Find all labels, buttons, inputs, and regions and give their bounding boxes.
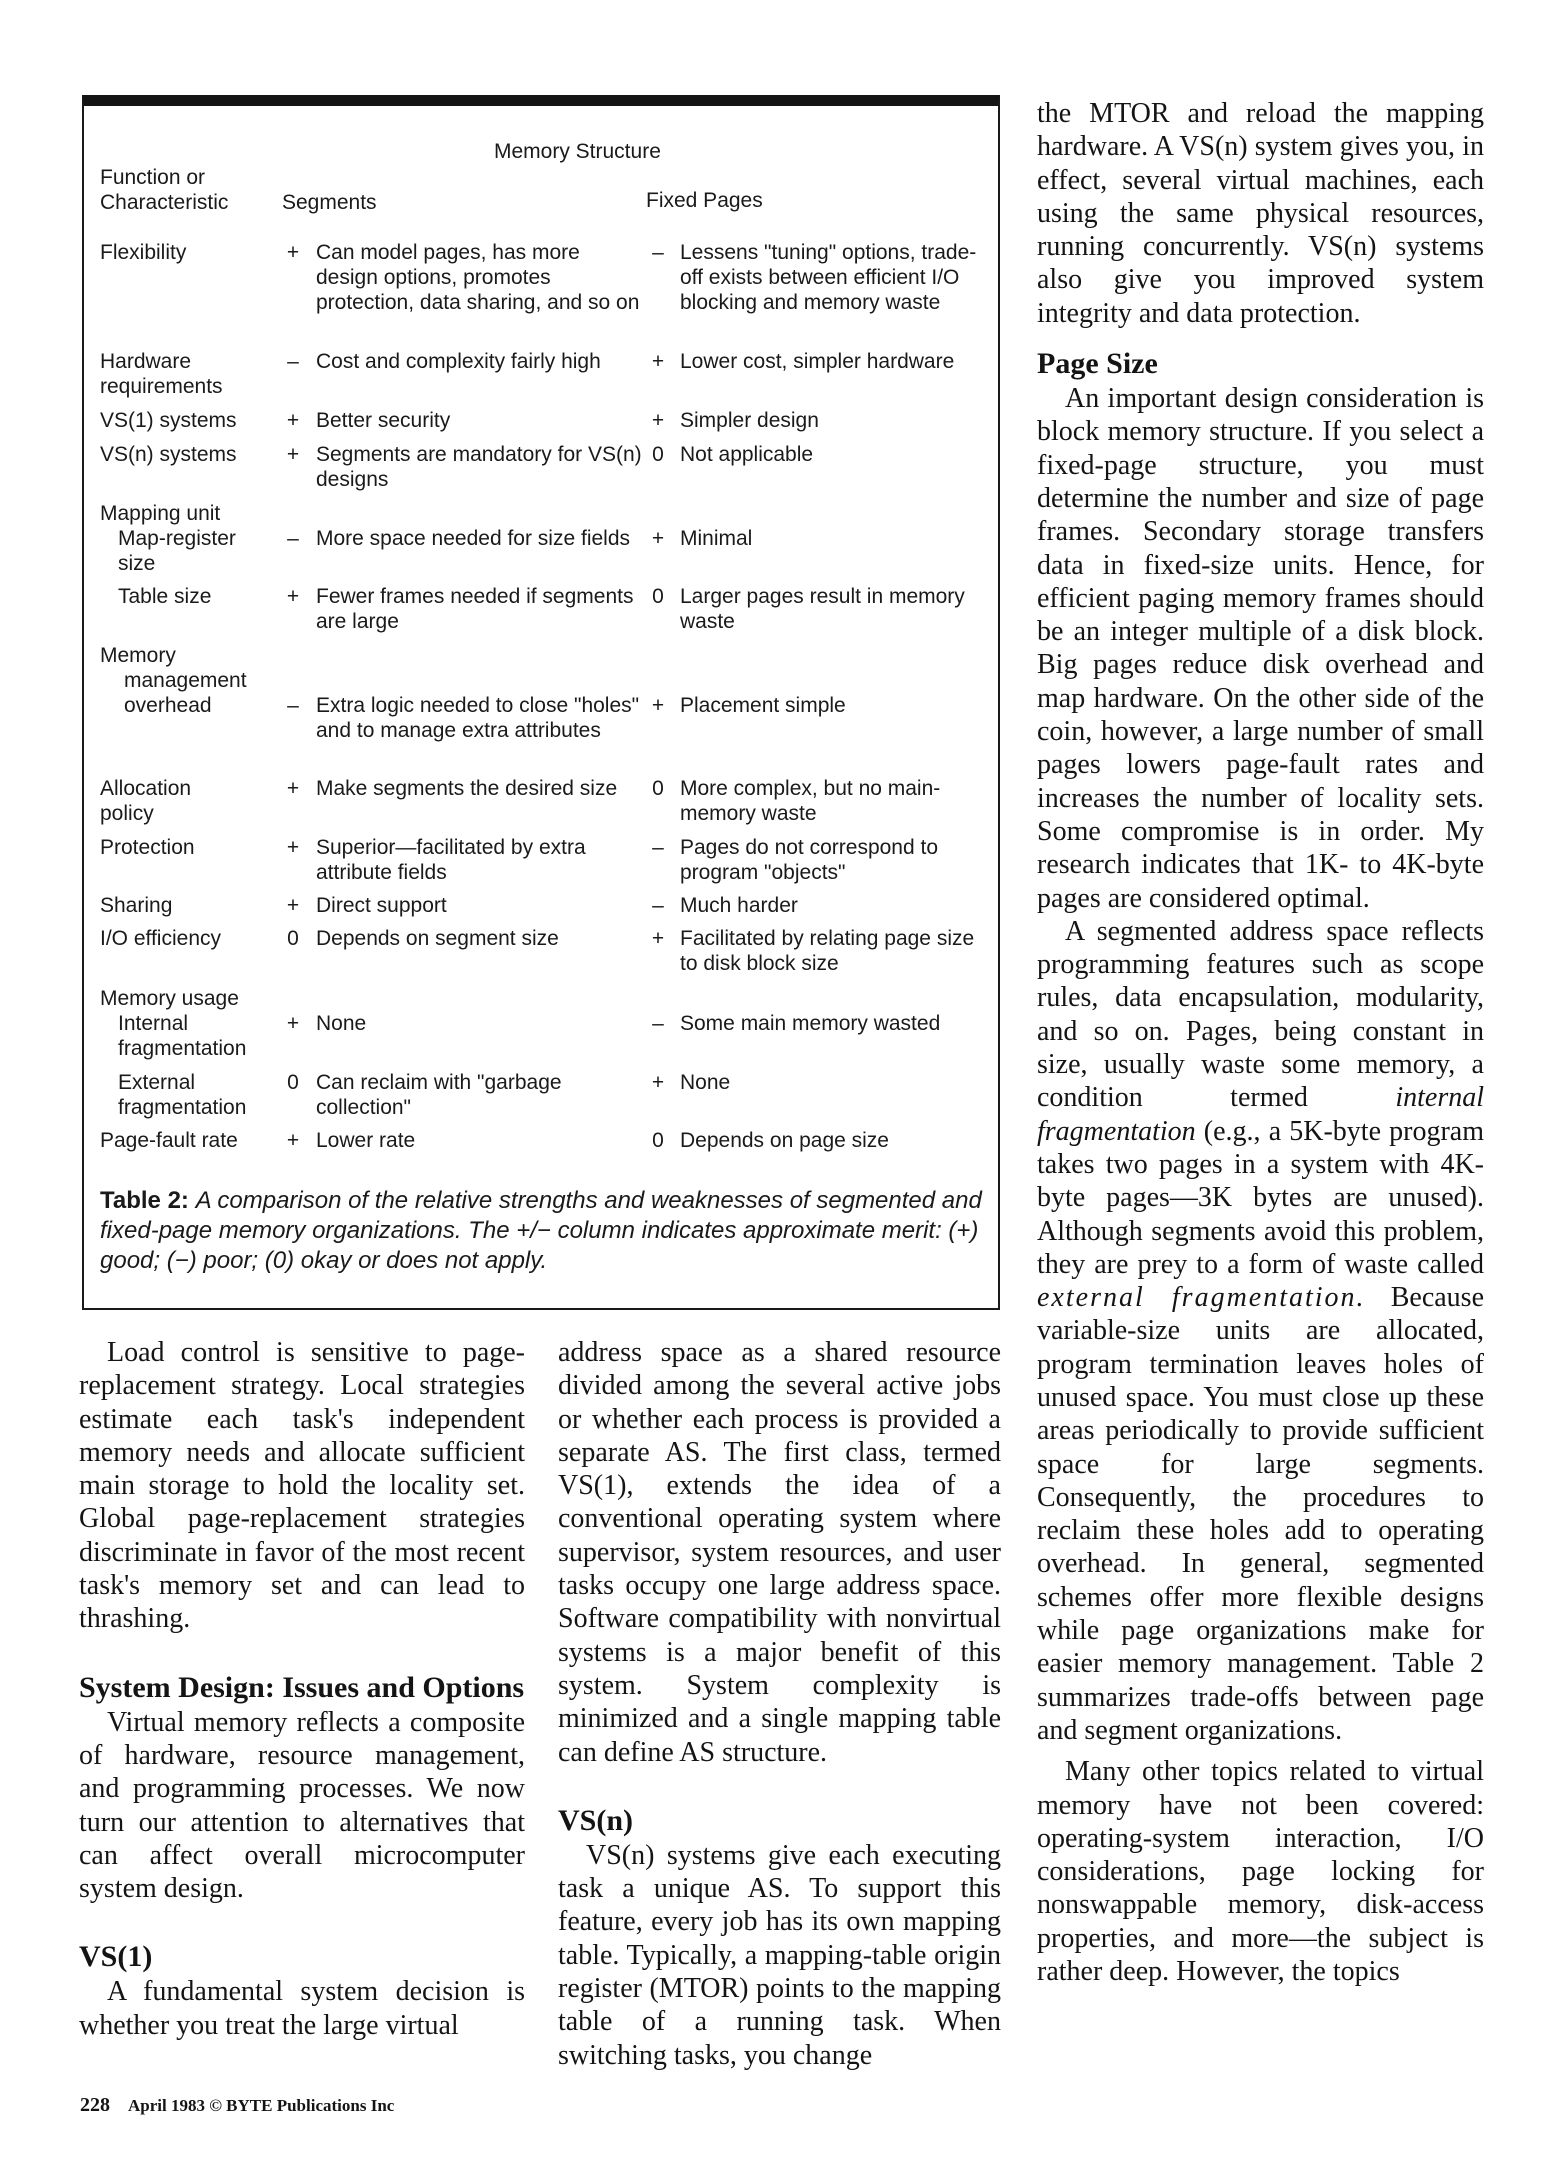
fixed-pages-cell: Simpler design	[680, 409, 819, 432]
fixed-pages-cell: Some main memory wasted	[680, 1012, 941, 1035]
table-header-fixed-pages: Fixed Pages	[646, 189, 763, 212]
table-caption	[100, 1186, 986, 1276]
page-footer	[80, 2094, 394, 2117]
fixed-pages-merit: +	[651, 1071, 665, 1094]
function-cell: Sharing	[100, 894, 173, 917]
heading-vsn: VS(n)	[558, 1803, 634, 1837]
segments-merit: +	[286, 777, 300, 800]
fixed-pages-merit: 0	[652, 1129, 664, 1152]
table-header-segments: Segments	[282, 191, 377, 214]
table-header-memory-structure: Memory Structure	[494, 140, 661, 163]
segments-merit: 0	[287, 1071, 299, 1094]
fixed-pages-cell: Not applicable	[680, 443, 814, 466]
segments-merit: +	[286, 409, 300, 432]
function-cell: VS(n) systems	[100, 443, 237, 466]
paragraph: An important design consideration is block memory structure. If you select a fixed-page structure, you must determine the number and size of page frames. Secondary storage transfers data in fixed-size units. Hence, for efficient paging memory frames should be an integer multiple of a disk block. Big pages reduce disk overhead and map hardware. On the other side of the coin, however, a large number of small pages lowers page-fault rates and increases the number of locality sets. Some compromise is in order. My research indicates that 1K- to 4K-byte pages are considered optimal.	[1037, 383, 1484, 914]
function-cell: VS(1) systems	[100, 409, 237, 432]
caption-label: Table 2:	[100, 1187, 189, 1214]
fixed-pages-merit: +	[651, 927, 665, 950]
fixed-pages-merit: 0	[652, 585, 664, 608]
segments-merit: –	[287, 694, 299, 717]
segments-merit: +	[286, 894, 300, 917]
function-cell: Map-register size	[118, 527, 236, 575]
fixed-pages-cell: Facilitated by relating page size to disk block size	[680, 927, 975, 975]
segments-cell: Segments are mandatory for VS(n) designs	[316, 443, 642, 491]
fixed-pages-cell: Much harder	[680, 894, 798, 917]
segments-cell: Fewer frames needed if segments are large	[316, 585, 634, 633]
segments-cell: Superior—facilitated by extra attribute fields	[316, 836, 586, 884]
fixed-pages-merit: –	[652, 241, 664, 264]
fixed-pages-merit: –	[652, 1012, 664, 1035]
function-cell: Page-fault rate	[100, 1129, 238, 1152]
function-cell: Internal fragmentation	[118, 1012, 247, 1060]
function-cell: Protection	[100, 836, 195, 859]
segments-merit: +	[286, 241, 300, 264]
heading-page-size: Page Size	[1037, 347, 1158, 381]
fixed-pages-merit: 0	[652, 777, 664, 800]
segments-merit: +	[286, 836, 300, 859]
paragraph: Virtual memory reflects a composite of hardware, resource management, and programming processes. We now turn our attention to alternatives that can affect overall microcomputer system design.	[79, 1706, 525, 1905]
function-cell: I/O efficiency	[100, 927, 221, 950]
paragraph: A fundamental system decision is whether you treat the large virtual	[79, 1976, 525, 2041]
fixed-pages-cell: Lessens "tuning" options, trade-off exists between efficient I/O blocking and memory waste	[680, 241, 977, 314]
function-cell: Memory usage	[100, 987, 239, 1010]
fixed-pages-cell: More complex, but no main-memory waste	[680, 777, 941, 825]
heading-vs1: VS(1)	[79, 1940, 153, 1974]
function-cell: Allocation policy	[100, 777, 192, 825]
segments-cell: Depends on segment size	[316, 927, 559, 950]
fixed-pages-cell: Lower cost, simpler hardware	[680, 350, 955, 373]
fixed-pages-cell: Minimal	[680, 527, 753, 550]
table-header-function-line2: Characteristic	[100, 191, 229, 214]
function-cell: management overhead	[124, 669, 247, 717]
function-cell: Memory	[100, 644, 176, 667]
paragraph: Load control is sensitive to page-replacement strategy. Local strategies estimate each task's independent memory needs and allocate sufficient main storage to hold the locality set. Global page-replacement strategies discriminate in favor of the most recent task's memory set and can lead to thrashing.	[79, 1337, 525, 1635]
segments-cell: Direct support	[316, 894, 447, 917]
fixed-pages-cell: Depends on page size	[680, 1129, 889, 1152]
segments-cell: None	[316, 1012, 367, 1035]
fixed-pages-cell: None	[680, 1071, 731, 1094]
segments-cell: More space needed for size fields	[316, 527, 631, 550]
paragraph: the MTOR and reload the mapping hardware. A VS(n) system gives you, in effect, several virtual machines, each using the same physical resources, running concurrently. VS(n) systems also give you improved system integrity and data protection.	[1037, 98, 1484, 329]
fixed-pages-merit: –	[652, 836, 664, 859]
fixed-pages-cell: Pages do not correspond to program "objects"	[680, 836, 939, 884]
page-number: 228	[80, 2094, 110, 2116]
fixed-pages-merit: –	[652, 894, 664, 917]
segments-cell: Lower rate	[316, 1129, 416, 1152]
fixed-pages-merit: +	[651, 409, 665, 432]
fixed-pages-merit: +	[651, 694, 665, 717]
segments-cell: Cost and complexity fairly high	[316, 350, 601, 373]
segments-merit: 0	[287, 927, 299, 950]
segments-merit: +	[286, 1129, 300, 1152]
paragraph: address space as a shared resource divided among the several active jobs or whether each process is provided a separate AS. The first class, termed VS(1), extends the idea of a conventional operating system where supervisor, system resources, and user tasks occupy one large address space. Software compatibility with nonvirtual systems is a major benefit of this system. System complexity is minimized and a single mapping table can define AS structure.	[558, 1337, 1001, 1768]
middle-column	[558, 1336, 1001, 2072]
fixed-pages-cell: Larger pages result in memory waste	[680, 585, 965, 633]
segments-cell: Can model pages, has more design options, promotes protection, data sharing, and so on	[316, 241, 640, 314]
function-cell: Table size	[118, 585, 212, 608]
paragraph: VS(n) systems give each executing task a unique AS. To support this feature, every job has its own mapping table. Typically, a mapping-table origin register (MTOR) points to the mapping table of a running task. When switching tasks, you change	[558, 1839, 1001, 2071]
function-cell: Flexibility	[100, 241, 187, 264]
segments-cell: Make segments the desired size	[316, 777, 618, 800]
footer-credit: April 1983 © BYTE Publications Inc	[128, 2096, 395, 2115]
fixed-pages-merit: +	[651, 350, 665, 373]
segments-merit: +	[286, 585, 300, 608]
segments-merit: –	[287, 350, 299, 373]
paragraph: Many other topics related to virtual memory have not been covered: operating-system interaction, I/O considerations, page locking for nonswappable memory, disk-access properties, and more—the subject is rather deep. However, the topics	[1037, 1756, 1484, 1988]
fixed-pages-cell: Placement simple	[680, 694, 846, 717]
paragraph-text: Because variable-size units are allocated, program termination leaves holes of unused space. You must close up these areas periodically to provide sufficient space for large segments. Consequently, the procedures to reclaim these holes add to operating overhead. In general, segmented schemes offer more flexible designs while page organizations make for easier memory management. Table 2 summarizes trade-offs between page and segment organizations.	[1037, 1282, 1484, 1746]
term-external-fragmentation: external fragmentation.	[1037, 1282, 1366, 1314]
segments-merit: –	[287, 527, 299, 550]
segments-cell: Can reclaim with "garbage collection"	[316, 1071, 562, 1119]
fixed-pages-merit: 0	[652, 443, 664, 466]
table-2-box	[82, 95, 1000, 1310]
right-column	[1037, 97, 1484, 1988]
paragraph-text: (e.g., a 5K-byte program takes two pages in a system with 4K-byte pages—3K bytes are unused). Although segments avoid this problem, they are prey to a form of waste called	[1037, 1115, 1484, 1280]
left-column	[79, 1336, 525, 2042]
segments-merit: +	[286, 1012, 300, 1035]
paragraph-text: A segmented address space reflects programming features such as scope rules, data encapsulation, modularity, and so on. Pages, being constant in size, usually waste some memory, a condition termed	[1037, 915, 1484, 1114]
function-cell: External fragmentation	[118, 1071, 247, 1119]
segments-cell: Extra logic needed to close "holes" and to manage extra attributes	[316, 694, 640, 742]
term-internal-fragmentation: internal fragmentation	[1037, 1082, 1484, 1147]
segments-cell: Better security	[316, 409, 451, 432]
function-cell: Hardware requirements	[100, 350, 223, 398]
table-header-function-line1: Function or	[100, 166, 206, 189]
paragraph	[1037, 915, 1484, 1747]
function-cell: Mapping unit	[100, 502, 221, 525]
caption-text: A comparison of the relative strengths and weaknesses of segmented and fixed-page memory organizations. The +/− column indicates approximate merit: (+) good; (−) poor; (0) okay or does not apply.	[100, 1187, 982, 1274]
heading-system-design: System Design: Issues and Options	[79, 1670, 525, 1704]
segments-merit: +	[286, 443, 300, 466]
fixed-pages-merit: +	[651, 527, 665, 550]
